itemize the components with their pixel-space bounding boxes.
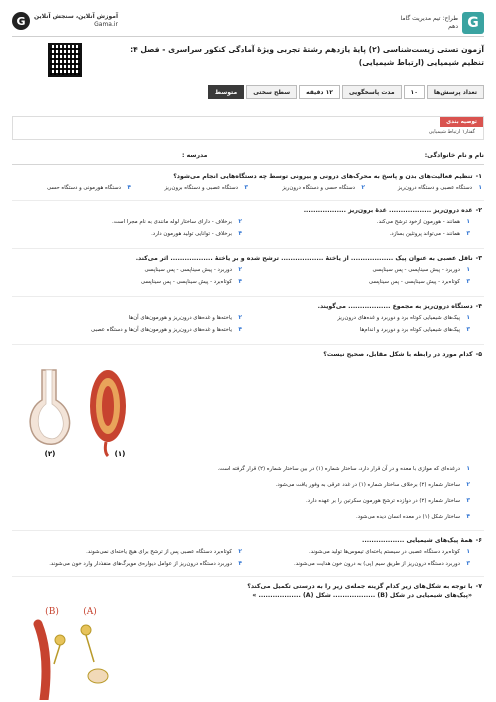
option-2[interactable]: ۲دستگاه حسی و دستگاه درون‌ریز (282, 184, 365, 191)
option-1[interactable]: ۱پیک‌های شیمیایی کوتاه برد و دوربرد و غده‌های درون‌ریز (337, 314, 470, 321)
divider (12, 530, 484, 531)
question-number: ۵- (475, 351, 482, 358)
figure-1-endocrine-gland (90, 370, 126, 456)
option-4[interactable]: ۴کوتاه‌برد - پیش سیناپسی - پس سیناپسی (140, 278, 242, 285)
exam-title: آزمون تستی زیست‌شناسی (۲) پایهٔ یازدهم رشتهٔ تجربی ویژهٔ آمادگی کنکور سراسری - فصل ۴: تنظیم شیمیایی (ارتباط شیمیایی) (130, 45, 484, 67)
divider (12, 248, 484, 249)
option-1[interactable]: ۱دوربرد - پیش سیناپسی - پس سیناپسی (372, 266, 470, 273)
question-1 (14, 172, 482, 193)
brand-right-line1: طراح: تیم مدیریت گاما (400, 15, 458, 22)
option-3[interactable]: ۳کوتاه‌برد - پیش سیناپسی - پس سیناپسی (368, 278, 470, 285)
option-2[interactable]: ۲یاخته‌ها و غده‌های درون‌ریز و هورمون‌های آن‌ها (128, 314, 242, 321)
info-level-value: متوسط (208, 85, 244, 99)
name-row (12, 152, 484, 159)
question-5-options (14, 464, 482, 522)
option-4[interactable]: ۴یاخته‌ها و غده‌های درون‌ریز و هورمون‌های آن‌ها و دستگاه عصبی (90, 326, 242, 333)
question-text: غده درون‌ریز .................. غدهٔ برون‌ریز .................. (303, 207, 473, 214)
figure-a-neuron (81, 625, 108, 683)
option-2[interactable]: ۲ساختار شماره (۲) برخلاف ساختار شماره (۱) در غدد عرقی به وفور یافت می‌شود. (275, 481, 470, 488)
question-number: ۲- (475, 207, 482, 214)
divider (12, 344, 484, 345)
option-4[interactable]: ۴برخلاف - توانایی تولید هورمون دارد. (151, 230, 242, 237)
figure-2-label: (۲) (44, 450, 56, 458)
question-number: ۷- (475, 583, 482, 590)
option-1[interactable]: ۱کوتاه‌برد دستگاه عصبی در سیستم یاخته‌ای تیموس‌ها تولید می‌شوند. (309, 548, 470, 555)
question-number: ۱- (475, 173, 482, 180)
question-6 (14, 536, 482, 569)
brand-right-line2: دهم (448, 23, 458, 30)
divider (12, 200, 484, 201)
option-2[interactable]: ۲کوتاه‌برد دستگاه عصبی پس از ترشح برای هیچ یاخته‌ای نمی‌شوند. (86, 548, 242, 555)
option-4[interactable]: ۴ساختار شکل (۱) در معده انسان دیده می‌شود. (356, 513, 470, 520)
question-text: ناقل عصبی به عنوان پیک .................. از یاختهٔ .................. ترشح شده و بر یاختهٔ .................. اثر می‌کند. (135, 255, 473, 262)
question-text: دستگاه درون‌ریز به مجموع .................. می‌گویند. (317, 303, 473, 310)
divider (12, 576, 484, 577)
question-2 (14, 206, 482, 239)
info-time-label: مدت پاسخگویی (342, 85, 402, 99)
figure-1-label: (۱) (114, 450, 126, 458)
info-count-label: تعداد پرسش‌ها (427, 85, 484, 99)
option-2[interactable]: ۲برخلاف - دارای ساختار لوله مانندی به نام مجرا است. (112, 218, 242, 225)
gama-logo-icon: G (462, 12, 484, 34)
info-level-label: سطح سختی (246, 85, 297, 99)
question-text: همهٔ پیک‌های شیمیایی .................. (362, 537, 473, 544)
question-number: ۳- (475, 255, 482, 262)
option-1[interactable]: ۱همانند - هورمون ازخود ترشح می‌کند. (376, 218, 470, 225)
gama-circle-logo-icon: G (12, 12, 30, 30)
question-number: ۴- (475, 303, 482, 310)
synapse-figure (30, 604, 120, 700)
question-3 (14, 254, 482, 287)
question-text: با توجه به شکل‌های زیر کدام گزینه جمله‌ی زیر را به درستی تکمیل می‌کند؟ (247, 583, 473, 590)
option-3[interactable]: ۳دوربرد دستگاه درون‌ریز از طریق سیم (پی) به درون خون هدایت می‌شوند. (294, 560, 470, 567)
figure-a-label: (A) (83, 607, 97, 617)
question-5 (14, 350, 482, 359)
option-3[interactable]: ۳ساختار شماره (۲) در دوازده ترشح هورمون سکرتین را بر عهده دارد. (306, 497, 470, 504)
brand-left-line2: Gama.ir (94, 21, 119, 28)
option-4[interactable]: ۴دستگاه هورمونی و دستگاه حسی (47, 184, 131, 191)
exam-info-row (208, 85, 484, 99)
brand-right (401, 12, 484, 34)
question-4 (14, 302, 482, 335)
intro-text: گفتار۱ ارتباط شیمیایی (428, 129, 475, 135)
question-7 (14, 582, 482, 600)
intro-tag: توصیه بندی (440, 117, 483, 127)
name-label: نام و نام خانوادگی: (424, 152, 484, 159)
option-3[interactable]: ۳دستگاه عصبی و دستگاه برون‌ریز (164, 184, 248, 191)
option-2[interactable]: ۲دوربرد - پیش سیناپسی - پس سیناپسی (144, 266, 242, 273)
brand-left-line1: آموزش آنلاین، سنجش آنلاین (34, 13, 119, 20)
info-time-value: ۱۲ دقیقه (299, 85, 340, 99)
option-1[interactable]: ۱دستگاه عصبی و دستگاه درون‌ریز (397, 184, 482, 191)
question-text: تنظیم فعالیت‌های بدن و پاسخ به محرک‌های درونی و بیرونی توسط چه دستگاه‌هایی انجام می‌شود؟ (173, 173, 473, 180)
gland-figure (20, 366, 140, 458)
header-divider (12, 36, 484, 37)
option-3[interactable]: ۳همانند - می‌تواند پروتئین بسازد. (389, 230, 470, 237)
qr-code-icon (48, 43, 82, 77)
figure-b-label: (B) (45, 607, 59, 617)
question-7-sub: «پیک‌های شیمیایی در شکل (B) .................. شکل (A) .................. » (252, 592, 472, 599)
option-4[interactable]: ۴دوربرد دستگاه درون‌ریز از عوامل دیواره‌ی مویرگ‌های منفذدار وارد خون می‌شوند. (49, 560, 242, 567)
brand-left (12, 12, 118, 30)
intro-box (12, 116, 484, 140)
page-header (0, 0, 496, 110)
option-1[interactable]: ۱درغده‌ای که موازی با معده و در آن قرار دارد، ساختار شماره (۱) در بین ساختار شماره (۲) قرار گرفته است. (217, 465, 470, 472)
option-3[interactable]: ۳پیک‌های شیمیایی کوتاه برد و دوربرد و اندام‌ها (359, 326, 470, 333)
question-text: کدام مورد در رابطه با شکل مقابل، صحیح نیست؟ (323, 351, 473, 358)
school-label: مدرسه : (182, 152, 208, 159)
question-number: ۶- (475, 537, 482, 544)
name-divider (12, 164, 484, 165)
figure-b-blood-vessel (38, 624, 65, 700)
divider (12, 296, 484, 297)
info-count-value: ۱۰ (404, 85, 425, 99)
figure-2-exocrine-gland (30, 370, 69, 444)
